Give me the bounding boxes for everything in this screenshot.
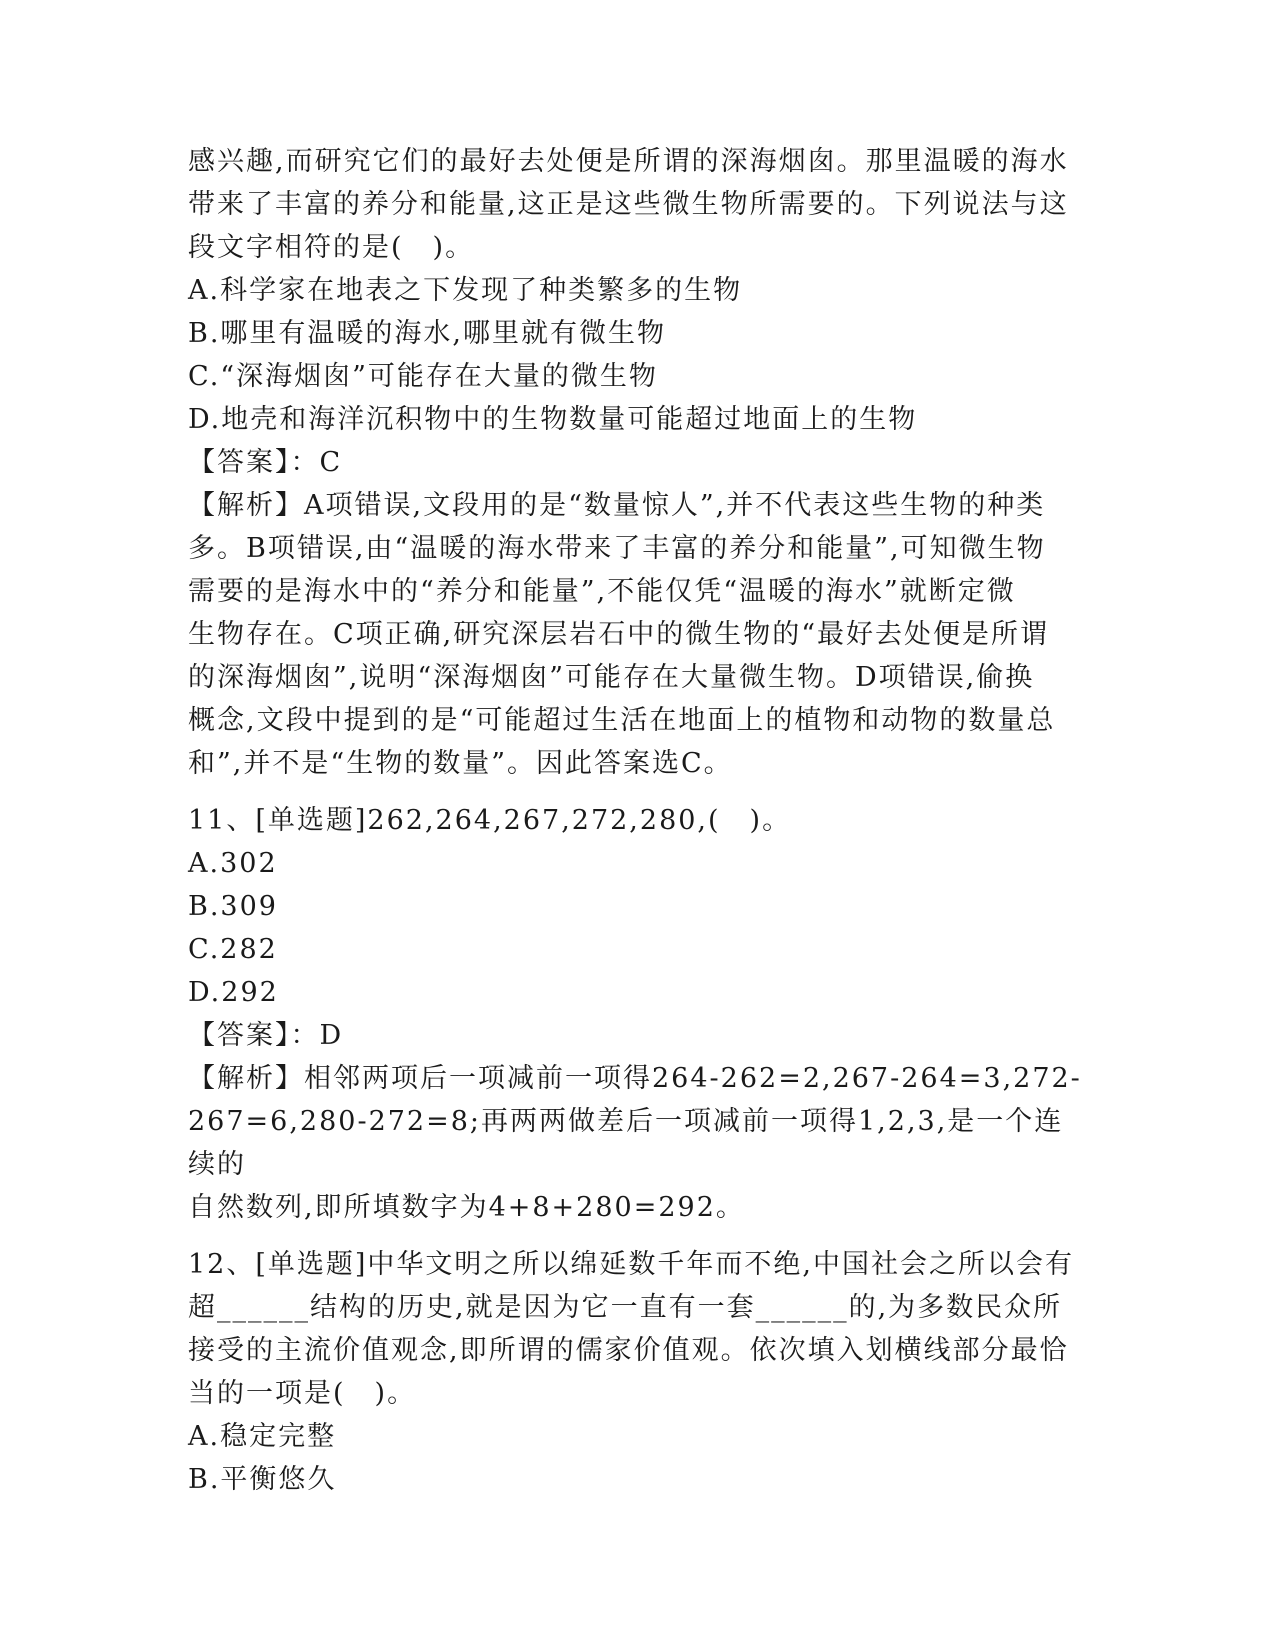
option-a: A.科学家在地表之下发现了种类繁多的生物	[188, 275, 743, 306]
analysis-line: 的深海烟囱”,说明“深海烟囱”可能存在大量微生物。D项错误,偷换	[188, 662, 1035, 693]
option-a: A.稳定完整	[188, 1421, 337, 1452]
option-d: D.地壳和海洋沉积物中的生物数量可能超过地面上的生物	[188, 404, 918, 435]
option-b: B.哪里有温暖的海水,哪里就有微生物	[188, 318, 667, 349]
question-spacer	[188, 1229, 1088, 1243]
question-stem-line: 带来了丰富的养分和能量,这正是这些微生物所需要的。下列说法与这	[188, 189, 1069, 220]
analysis-line: 和”,并不是“生物的数量”。因此答案选C。	[188, 748, 733, 779]
question-10	[188, 140, 1088, 785]
question-12	[188, 1243, 1088, 1501]
analysis-line: 概念,文段中提到的是“可能超过生活在地面上的植物和动物的数量总	[188, 705, 1056, 736]
question-stem-line: 接受的主流价值观念,即所谓的儒家价值观。依次填入划横线部分最恰	[188, 1335, 1069, 1366]
option-c: C.“深海烟囱”可能存在大量的微生物	[188, 361, 658, 392]
question-spacer	[188, 785, 1088, 799]
analysis-line: 267=6,280-272=8;再两两做差后一项减前一项得1,2,3,是一个连续的	[188, 1106, 1064, 1180]
question-stem-line: 段文字相符的是( )。	[188, 232, 475, 263]
question-stem-line: 当的一项是( )。	[188, 1378, 417, 1409]
analysis-line: 【解析】相邻两项后一项减前一项得264-262=2,267-264=3,272-	[188, 1063, 1082, 1094]
option-c: C.282	[188, 934, 278, 965]
question-stem-line: 12、[单选题]中华文明之所以绵延数千年而不绝,中国社会之所以会有	[188, 1249, 1075, 1280]
analysis-line: 需要的是海水中的“养分和能量”,不能仅凭“温暖的海水”就断定微	[188, 576, 1016, 607]
question-stem-line: 超______结构的历史,就是因为它一直有一套______的,为多数民众所	[188, 1292, 1063, 1323]
analysis-line: 多。B项错误,由“温暖的海水带来了丰富的养分和能量”,可知微生物	[188, 533, 1046, 564]
answer-line: 【答案】：C	[188, 447, 343, 478]
document-page	[188, 140, 1088, 1501]
analysis-line: 自然数列,即所填数字为4+8+280=292。	[188, 1192, 745, 1223]
question-11	[188, 799, 1088, 1229]
analysis-line: 生物存在。C项正确,研究深层岩石中的微生物的“最好去处便是所谓	[188, 619, 1050, 650]
analysis-line: 【解析】A项错误,文段用的是“数量惊人”,并不代表这些生物的种类	[188, 490, 1046, 521]
answer-line: 【答案】：D	[188, 1020, 344, 1051]
option-d: D.292	[188, 977, 279, 1008]
option-a: A.302	[188, 848, 278, 879]
option-b: B.平衡悠久	[188, 1464, 337, 1495]
option-b: B.309	[188, 891, 278, 922]
question-stem: 11、[单选题]262,264,267,272,280,( )。	[188, 805, 792, 836]
question-stem-line: 感兴趣,而研究它们的最好去处便是所谓的深海烟囱。那里温暖的海水	[188, 146, 1069, 177]
